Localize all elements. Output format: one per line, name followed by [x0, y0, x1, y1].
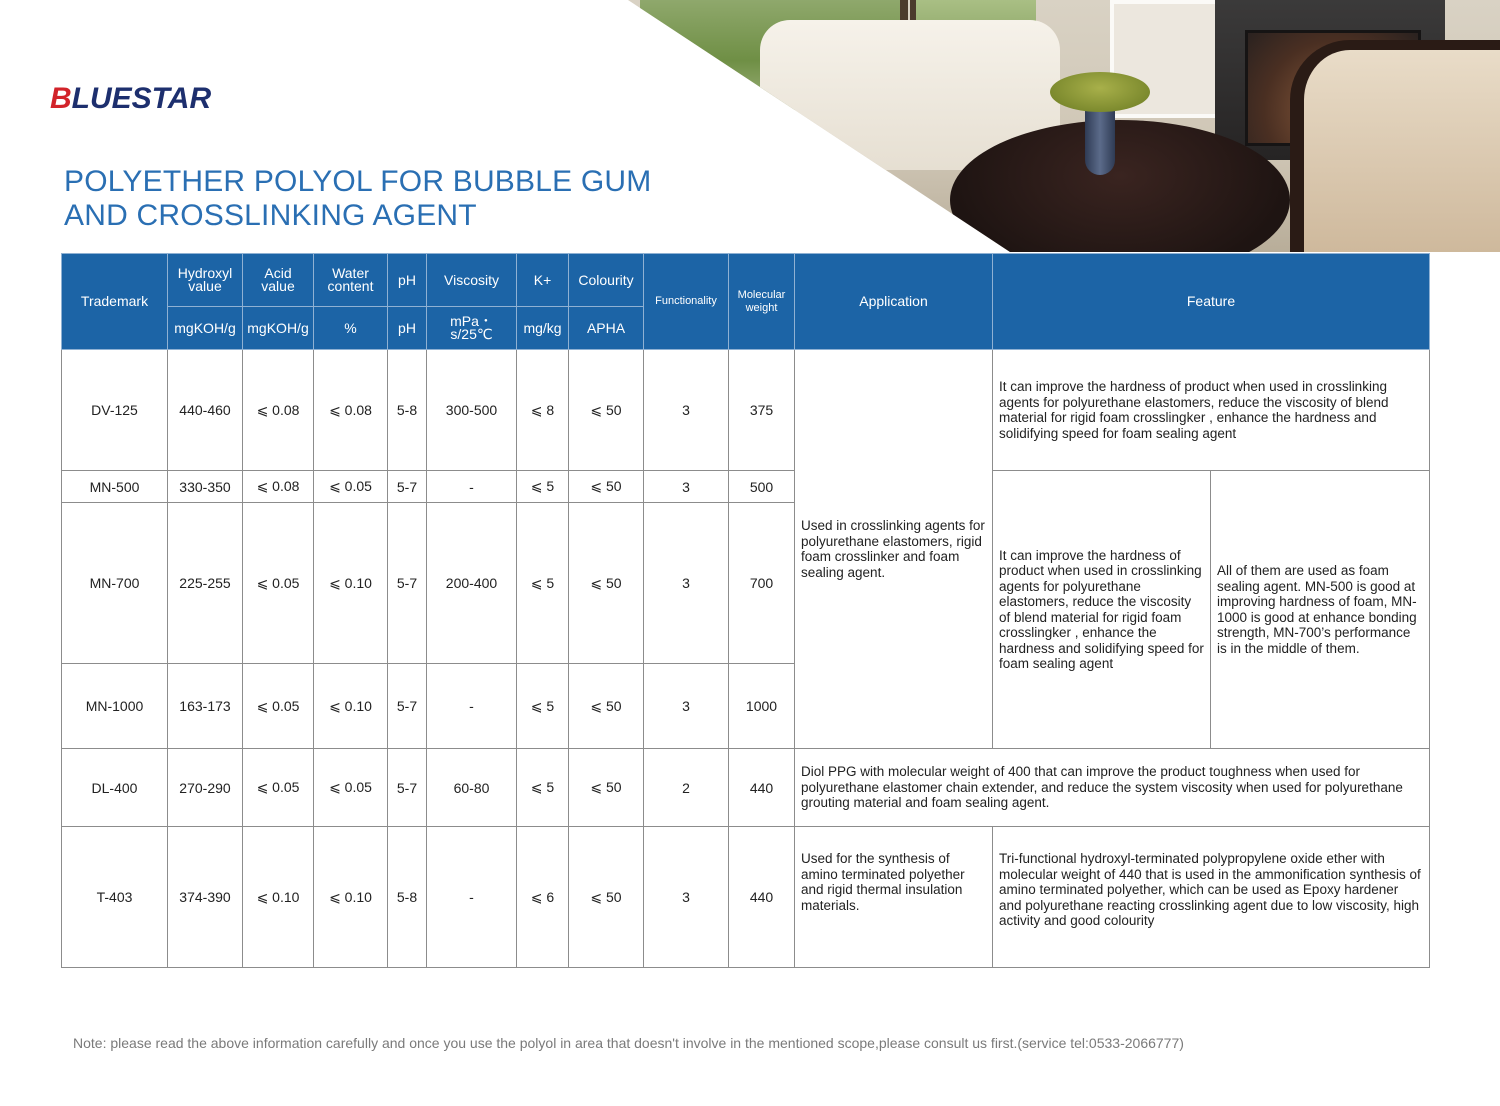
cell-trademark: T-403	[62, 827, 168, 968]
unit-acid: mgKOH/g	[243, 307, 314, 350]
cell-colour: ⩽ 50	[569, 350, 644, 471]
photo-armchair	[1290, 40, 1500, 252]
cell-k: ⩽ 5	[517, 664, 569, 749]
cell-mw: 440	[729, 749, 795, 827]
cell-viscosity: -	[427, 471, 517, 503]
cell-mw: 500	[729, 471, 795, 503]
header-water: Water content	[314, 254, 388, 307]
cell-acid: ⩽ 0.05	[243, 749, 314, 827]
cell-ph: 5-7	[388, 664, 427, 749]
header-trademark: Trademark	[62, 254, 168, 350]
cell-dl400-description: Diol PPG with molecular weight of 400 that can improve the product toughness when used for polyurethane elastomer chain extender, and reduce the system viscosity when used for polyurethane grouting material and foam sealing agent.	[795, 749, 1430, 827]
cell-k: ⩽ 5	[517, 471, 569, 503]
cell-water: ⩽ 0.05	[314, 749, 388, 827]
header-row	[62, 254, 1430, 307]
cell-ph: 5-7	[388, 471, 427, 503]
header-viscosity: Viscosity	[427, 254, 517, 307]
cell-acid: ⩽ 0.10	[243, 827, 314, 968]
cell-mw: 375	[729, 350, 795, 471]
cell-acid: ⩽ 0.08	[243, 350, 314, 471]
logo-b: B	[50, 82, 72, 115]
cell-water: ⩽ 0.10	[314, 664, 388, 749]
cell-viscosity: -	[427, 664, 517, 749]
cell-water: ⩽ 0.10	[314, 827, 388, 968]
cell-viscosity: 60-80	[427, 749, 517, 827]
unit-water: %	[314, 307, 388, 350]
cell-functionality: 3	[644, 471, 729, 503]
table-row	[62, 827, 1430, 968]
cell-hydroxyl: 270-290	[168, 749, 243, 827]
cell-functionality: 3	[644, 350, 729, 471]
table-row	[62, 350, 1430, 471]
header-hydroxyl: Hydroxyl value	[168, 254, 243, 307]
cell-ph: 5-8	[388, 827, 427, 968]
cell-hydroxyl: 163-173	[168, 664, 243, 749]
header-mw: Molecular weight	[729, 254, 795, 350]
title-line-2: AND CROSSLINKING AGENT	[64, 199, 477, 232]
cell-colour: ⩽ 50	[569, 664, 644, 749]
header-application: Application	[795, 254, 993, 350]
cell-hydroxyl: 374-390	[168, 827, 243, 968]
cell-colour: ⩽ 50	[569, 471, 644, 503]
cell-water: ⩽ 0.05	[314, 471, 388, 503]
cell-feature-mn-left: It can improve the hardness of product when used in crosslinking agents for polyurethane elastomers, reduce the viscosity of blend material for rigid foam crosslingker , enhance the hardness and solidifying speed for foam sealing agent	[993, 471, 1211, 749]
cell-colour: ⩽ 50	[569, 503, 644, 664]
table-row	[62, 749, 1430, 827]
cell-acid: ⩽ 0.05	[243, 503, 314, 664]
table-row	[62, 471, 1430, 503]
header-acid: Acid value	[243, 254, 314, 307]
cell-water: ⩽ 0.08	[314, 350, 388, 471]
cell-hydroxyl: 440-460	[168, 350, 243, 471]
cell-ph: 5-8	[388, 350, 427, 471]
cell-t403-application: Used for the synthesis of amino terminated polyether and rigid thermal insulation materials.	[795, 827, 993, 968]
cell-viscosity: 300-500	[427, 350, 517, 471]
cell-ph: 5-7	[388, 503, 427, 664]
header-k: K+	[517, 254, 569, 307]
spec-table	[61, 253, 1430, 968]
header-functionality: Functionality	[644, 254, 729, 350]
cell-hydroxyl: 225-255	[168, 503, 243, 664]
cell-ph: 5-7	[388, 749, 427, 827]
cell-k: ⩽ 6	[517, 827, 569, 968]
bluestar-logo	[50, 82, 211, 116]
cell-colour: ⩽ 50	[569, 749, 644, 827]
logo-rest: LUESTAR	[71, 82, 212, 115]
cell-application-group: Used in crosslinking agents for polyurethane elastomers, rigid foam crosslinker and foam sealing agent.	[795, 350, 993, 749]
cell-trademark: DL-400	[62, 749, 168, 827]
header-colour: Colourity	[569, 254, 644, 307]
cell-t403-feature: Tri-functional hydroxyl-terminated polypropylene oxide ether with molecular weight of 440 that is used in the ammonification synthesis of amino terminated polyether, which can be used as Epoxy hardener and polyurethane reacting crosslinking agent due to low viscosity, high activity and good colourity	[993, 827, 1430, 968]
cell-trademark: MN-1000	[62, 664, 168, 749]
cell-k: ⩽ 5	[517, 503, 569, 664]
cell-mw: 1000	[729, 664, 795, 749]
title-line-1: POLYETHER POLYOL FOR BUBBLE GUM	[64, 165, 652, 198]
unit-colour: APHA	[569, 307, 644, 350]
unit-k: mg/kg	[517, 307, 569, 350]
cell-functionality: 2	[644, 749, 729, 827]
cell-water: ⩽ 0.10	[314, 503, 388, 664]
footer-note: Note: please read the above information carefully and once you use the polyol in area that doesn't involve in the mentioned scope,please consult us first.(service tel:0533-2066777)	[73, 1035, 1184, 1051]
header-feature: Feature	[993, 254, 1430, 350]
unit-hydroxyl: mgKOH/g	[168, 307, 243, 350]
cell-functionality: 3	[644, 664, 729, 749]
cell-trademark: MN-500	[62, 471, 168, 503]
unit-viscosity: mPa・s/25℃	[427, 307, 517, 350]
cell-feature-dv125: It can improve the hardness of product when used in crosslinking agents for polyurethane elastomers, reduce the viscosity of blend material for rigid foam crosslingker , enhance the hardness and solidifying speed for foam sealing agent	[993, 350, 1430, 471]
header-ph: pH	[388, 254, 427, 307]
unit-ph: pH	[388, 307, 427, 350]
cell-feature-mn-right: All of them are used as foam sealing agent. MN-500 is good at improving hardness of foam, MN-1000 is good at enhance bonding strength, MN-700’s performance is in the middle of them.	[1211, 471, 1430, 749]
cell-trademark: MN-700	[62, 503, 168, 664]
cell-colour: ⩽ 50	[569, 827, 644, 968]
cell-viscosity: -	[427, 827, 517, 968]
photo-vase	[1085, 105, 1115, 175]
cell-functionality: 3	[644, 827, 729, 968]
cell-hydroxyl: 330-350	[168, 471, 243, 503]
photo-moss-bowl	[1050, 72, 1150, 112]
cell-acid: ⩽ 0.05	[243, 664, 314, 749]
cell-mw: 700	[729, 503, 795, 664]
page-title	[64, 165, 651, 233]
cell-trademark: DV-125	[62, 350, 168, 471]
cell-functionality: 3	[644, 503, 729, 664]
cell-acid: ⩽ 0.08	[243, 471, 314, 503]
cell-k: ⩽ 5	[517, 749, 569, 827]
cell-mw: 440	[729, 827, 795, 968]
cell-viscosity: 200-400	[427, 503, 517, 664]
cell-k: ⩽ 8	[517, 350, 569, 471]
